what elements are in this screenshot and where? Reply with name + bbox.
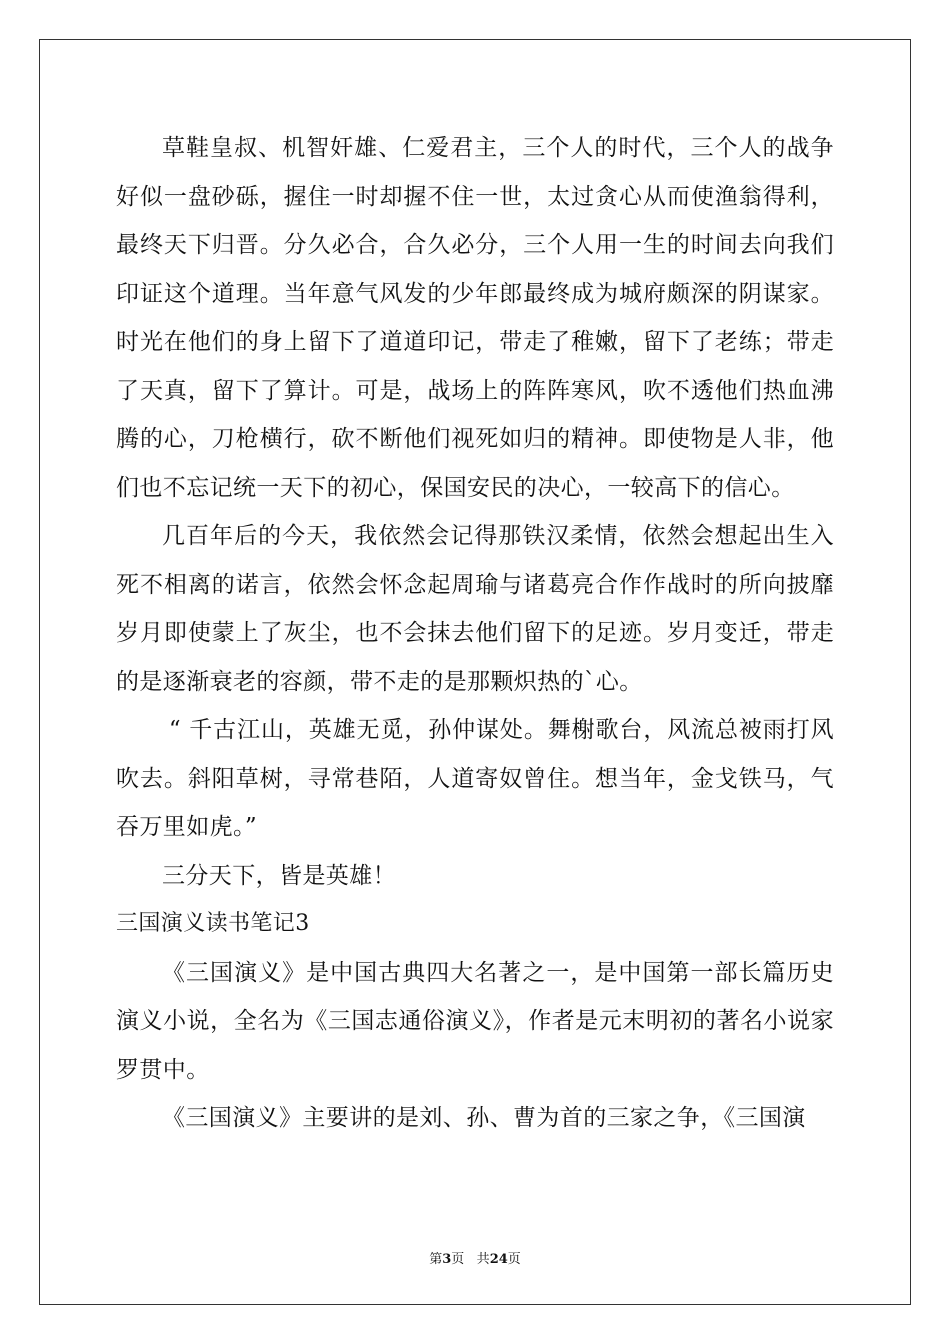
total-prefix: 共 (476, 1252, 490, 1267)
page-footer (0, 1248, 950, 1267)
paragraph-1: 草鞋皇叔、机智奸雄、仁爱君主，三个人的时代，三个人的战争好似一盘砂砾，握住一时却握不住一世，太过贪心从而使渔翁得利，最终天下归晋。分久必合，合久必分，三个人用一生的时间去向我们印证这个道理。当年意气风发的少年郎最终成为城府颇深的阴谋家。时光在他们的身上留下了道道印记，带走了稚嫩，留下了老练；带走了天真，留下了算计。可是，战场上的阵阵寒风，吹不透他们热血沸腾的心，刀枪横行，砍不断他们视死如归的精神。即使物是人非，他们也不忘记统一天下的初心，保国安民的决心，一较高下的信心。 (116, 135, 834, 501)
document-body (116, 124, 834, 1143)
page-total: 24 (489, 1252, 508, 1267)
section-heading: 三国演义读书笔记3 (116, 911, 310, 936)
paragraph-6: 《三国演义》主要讲的是刘、孙、曹为首的三家之争，《三国演 (162, 1105, 806, 1131)
page-unit: 页 (451, 1252, 465, 1267)
quote-paragraph: “ 千古江山，英雄无觅，孙仲谋处。舞榭歌台，风流总被雨打风吹去。斜阳草树，寻常巷陌，人道寄奴曾住。想当年，金戈铁马，气吞万里如虎。” (116, 717, 834, 840)
page-prefix: 第 (429, 1252, 443, 1267)
paragraph-5: 《三国演义》是中国古典四大名著之一，是中国第一部长篇历史演义小说，全名为《三国志通俗演义》，作者是元末明初的著名小说家罗贯中。 (116, 959, 834, 1083)
page-current: 3 (442, 1252, 452, 1267)
paragraph-4: 三分天下，皆是英雄！ (162, 862, 396, 889)
total-unit: 页 (507, 1252, 521, 1267)
paragraph-2: 几百年后的今天，我依然会记得那铁汉柔情，依然会想起出生入死不相离的诺言，依然会怀念起周瑜与诸葛亮合作作战时的所向披靡岁月即使蒙上了灰尘，也不会抹去他们留下的足迹。岁月变迁，带走的是逐渐衰老的容颜，带不走的是那颗炽热的`心。 (116, 523, 834, 695)
